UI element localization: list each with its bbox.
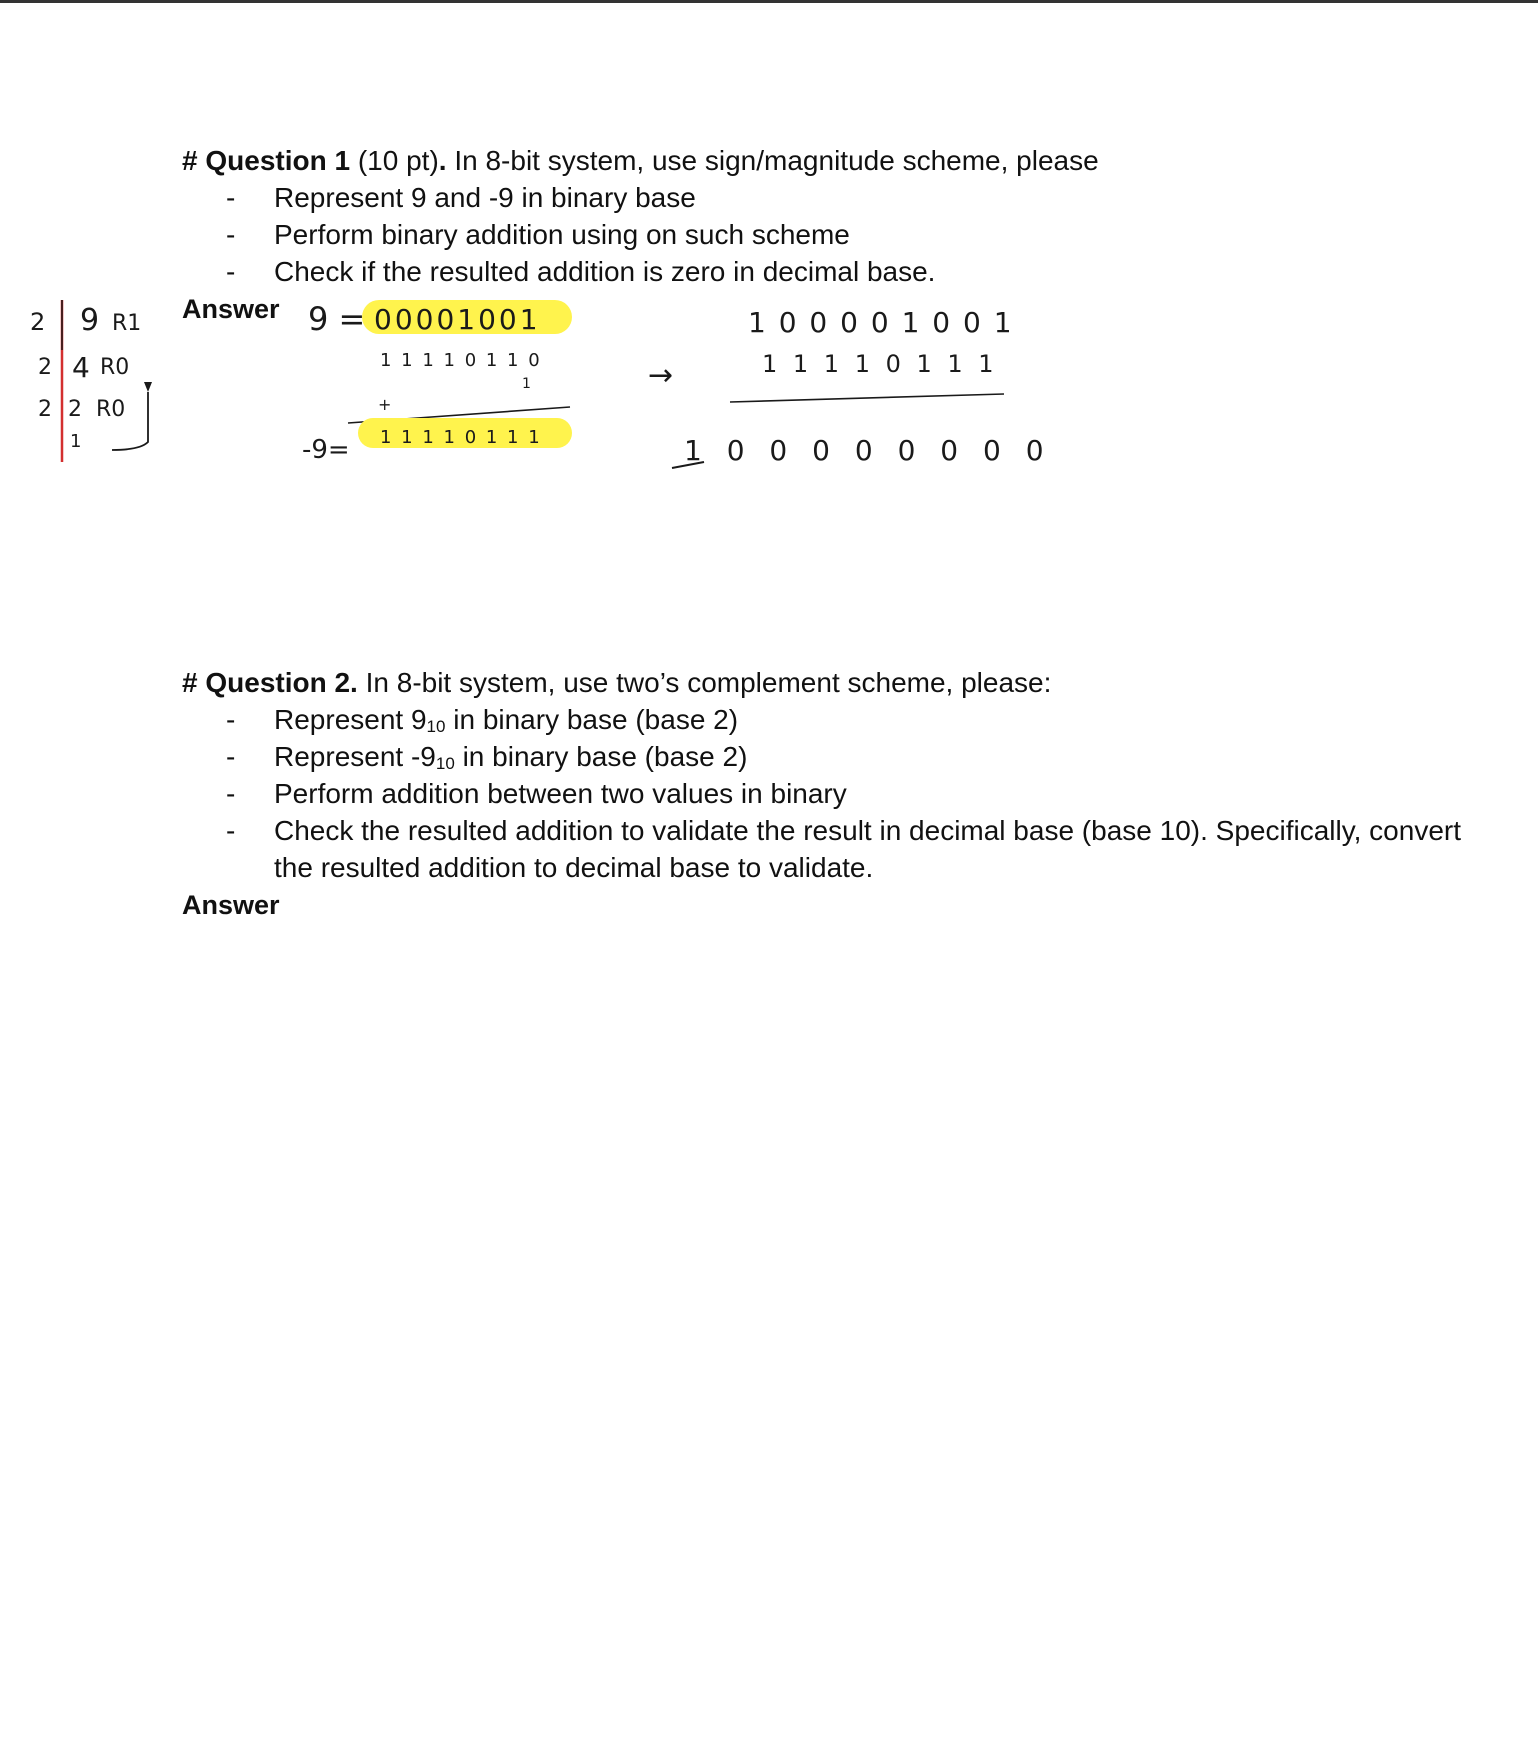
q1-points: (10 pt) <box>357 145 439 176</box>
div-final: 1 <box>70 431 82 452</box>
q1-bullet-text: Perform binary addition using on such scheme <box>274 219 850 250</box>
q2-answer-label: Answer <box>182 890 280 920</box>
q2-bullet-text: Check the resulted addition to validate the result in decimal base (base 10). Specifically, convert the resulted addition to decimal base to validate. <box>274 815 1462 883</box>
q2-bullet-subscript: 10 <box>435 754 455 773</box>
right-result-row: 1 0 0 0 0 0 0 0 0 <box>684 434 1052 467</box>
q2-bullet-subscript: 10 <box>426 717 446 736</box>
neg-nine-label: -9= <box>302 435 350 465</box>
div-dividend: 4 <box>72 351 90 384</box>
q2-bullet-text: Represent 9 <box>274 704 427 735</box>
q2-title: Question 2. <box>205 667 358 698</box>
div-divisor: 2 <box>38 355 52 380</box>
q1-bullet-text: Check if the resulted addition is zero in decimal base. <box>274 256 936 287</box>
handwritten-work <box>0 0 1538 500</box>
q1-prompt: In 8-bit system, use sign/magnitude scheme, please <box>454 145 1099 176</box>
q1-dot: . <box>438 145 447 176</box>
neg-nine-binary: 1 1 1 1 0 1 1 1 <box>380 427 542 448</box>
q2-bullet-text: in binary base (base 2) <box>445 704 739 735</box>
question-2-bullets <box>182 701 1474 886</box>
div-divisor: 2 <box>30 308 46 336</box>
q1-bullet: - Represent 9 and -9 in binary base <box>226 182 696 213</box>
div-dividend: 9 <box>80 303 100 338</box>
q1-title: Question 1 <box>205 145 351 176</box>
div-dividend: 2 <box>68 397 82 422</box>
question-2-heading <box>182 666 1051 700</box>
q1-bullet-text: Represent 9 and -9 in binary base <box>274 182 696 213</box>
div-divisor: 2 <box>38 397 52 422</box>
q2-bullet-text: Perform addition between two values in binary <box>274 778 847 809</box>
q2-prompt: In 8-bit system, use two’s complement scheme, please: <box>365 667 1052 698</box>
div-remainder: R0 <box>100 355 130 380</box>
carry-one: 1 <box>522 376 531 392</box>
div-remainder: R1 <box>112 311 142 336</box>
arrow-icon: → <box>648 358 674 393</box>
nine-label: 9 = <box>308 300 366 338</box>
carry-row: 1 1 1 1 0 1 1 0 <box>380 350 542 371</box>
q1-bullet: - Check if the resulted addition is zero in decimal base. <box>226 256 936 287</box>
q2-bullet: - Perform addition between two values in binary <box>226 778 847 809</box>
right-mid-row: 1 1 1 1 0 1 1 1 <box>762 350 998 378</box>
q2-bullet: - Represent $-9_{10}$ in binary base (base 2) <box>226 741 748 773</box>
right-top-row: 1 0 0 0 0 1 0 0 1 <box>748 306 1014 339</box>
q2-hash: # <box>182 667 198 698</box>
q2-bullet: - Represent $9_{10}$ in binary base (base 2) <box>226 704 739 736</box>
right-addition-rule <box>730 394 1004 402</box>
q2-bullet-text: in binary base (base 2) <box>454 741 748 772</box>
nine-binary: 00001001 <box>374 303 541 336</box>
plus-sign: + <box>378 395 392 414</box>
q2-bullet: - Check the resulted addition to validate the result in decimal base (base 10). Specifically, convert the resulted addition to decimal base to validate. <box>226 815 1462 883</box>
q1-answer-label: Answer <box>182 294 280 324</box>
q1-bullet: - Perform binary addition using on such scheme <box>226 219 850 250</box>
div-remainder: R0 <box>96 397 126 422</box>
up-arrow-icon <box>144 382 152 392</box>
q2-bullet-text: Represent -9 <box>274 741 436 772</box>
q1-hash: # <box>182 145 198 176</box>
